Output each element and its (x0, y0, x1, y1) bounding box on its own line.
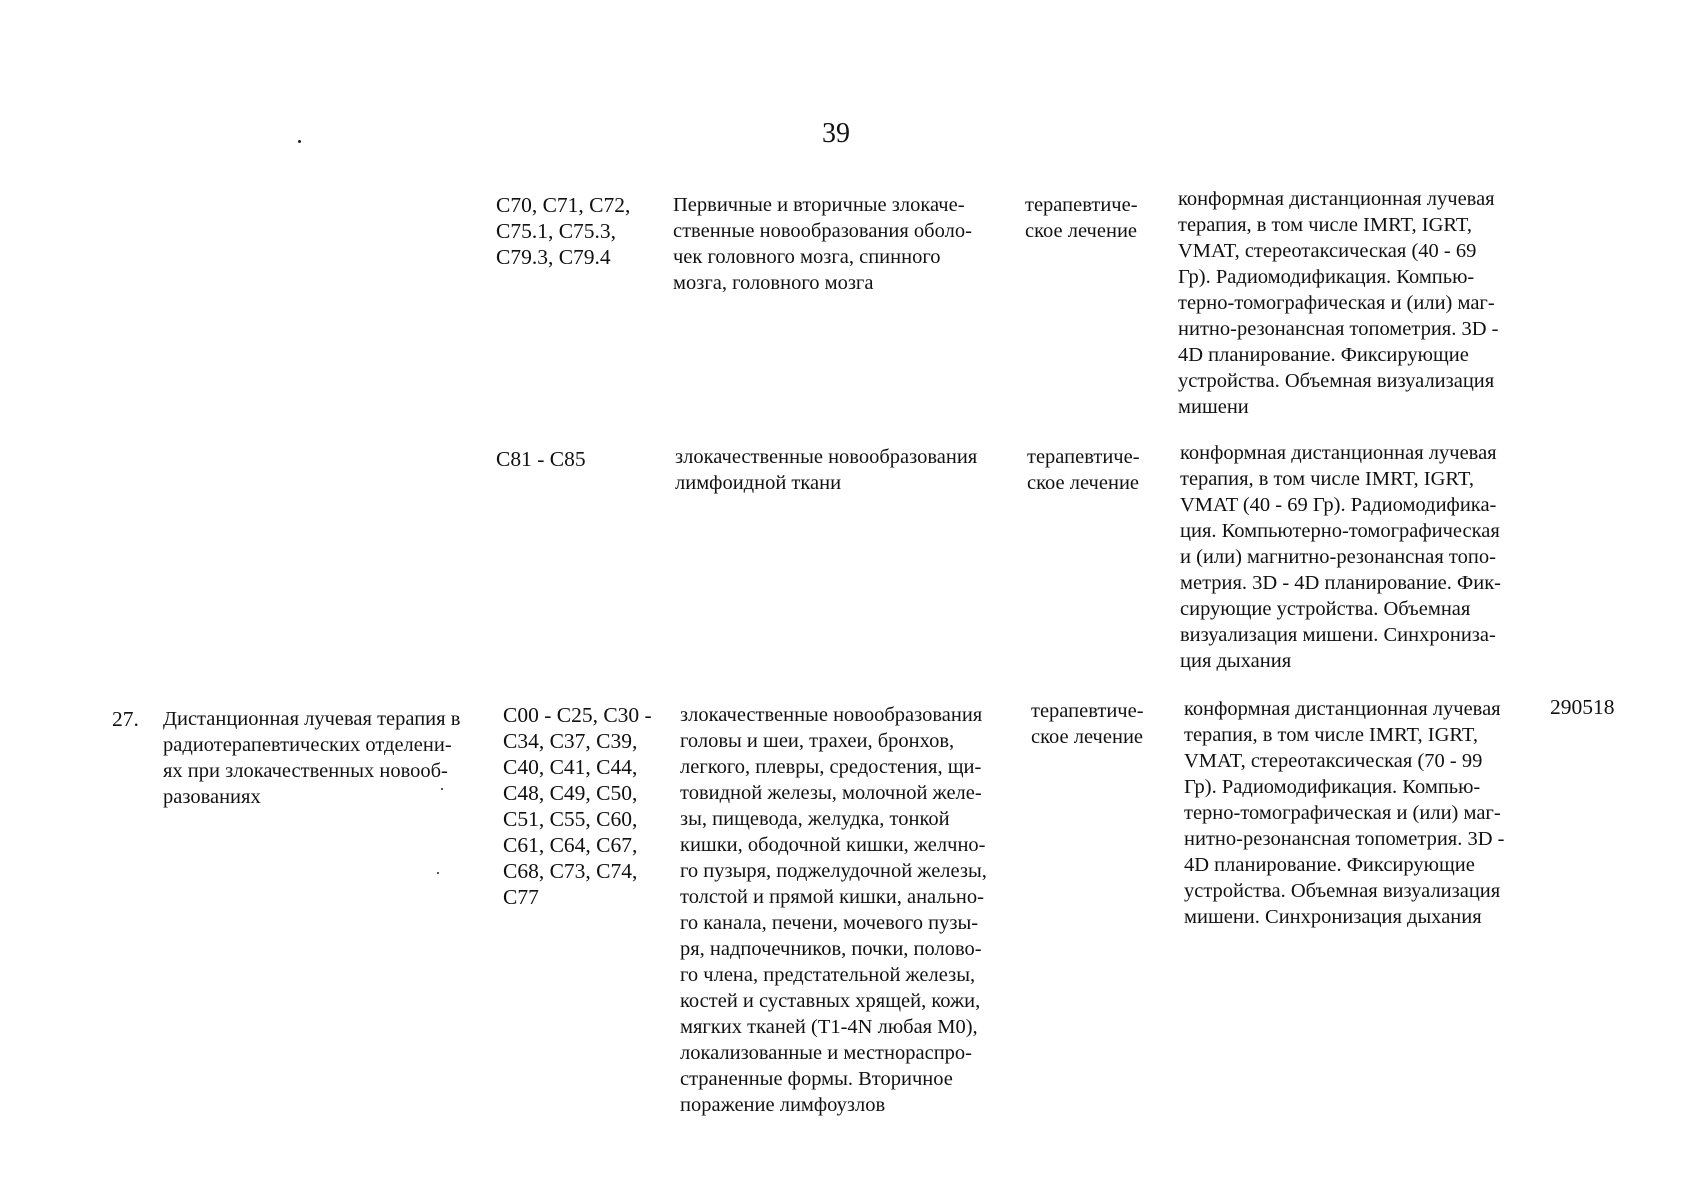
icd-codes: C81 - C85 (496, 447, 586, 471)
treatment-type: терапевтиче- ское лечение (1025, 194, 1138, 242)
diagnosis-text: злокачественные новообразования лимфоидной ткани (675, 446, 978, 494)
diagnosis-text: злокачественные новообразования головы и шеи, трахеи, бронхов, легкого, плевры, средостения, щи- товидной железы, молочной желе- зы, пищевода, желудка, тонкой кишки, ободочной кишки, желчно- го пузыря, поджелудочной железы, толстой и прямой кишки, анально- го канала, печени, мочевого пузы- ря, надпочечников, почки, полово- го члена, предстательной железы, костей и суставных хрящей, кожи, мягких тканей (T1-4N любая M0), локализованные и местнораспро- страненные формы. Вторичное поражение лимфоузлов (680, 704, 987, 1116)
row-number: 27. (112, 707, 139, 731)
icd-codes: C70, C71, C72, C75.1, C75.3, C79.3, C79.4 (496, 193, 631, 269)
treatment-method: конформная дистанционная лучевая терапия, в том числе IMRT, IGRT, VMAT, стереотаксическая (70 - 99 Гр). Радиомодификация. Компью- терно-томографическая и (или) маг- нитно-резонансная топометрия. 3D - 4D планирование. Фиксирующие устройства. Объемная визуализация мишени. Синхронизация дыхания (1184, 698, 1505, 928)
treatment-method: конформная дистанционная лучевая терапия, в том числе IMRT, IGRT, VMAT (40 - 69 Гр). Радиомодифика- ция. Компьютерно-томографическая и (или) магнитно-резонансная топо- метрия. 3D - 4D планирование. Фик- сирующие устройства. Объемная визуализация мишени. Синхрониза- ция дыхания (1180, 442, 1501, 672)
scan-speck (298, 140, 301, 143)
cost-value: 290518 (1550, 695, 1615, 719)
icd-codes: C00 - C25, C30 - C34, C37, C39, C40, C41, C44, C48, C49, C50, C51, C55, C60, C61, C64, C67, C68, C73, C74, C77 (503, 703, 652, 909)
scan-speck (437, 872, 439, 874)
treatment-type: терапевтиче- ское лечение (1027, 446, 1140, 494)
treatment-method: конформная дистанционная лучевая терапия, в том числе IMRT, IGRT, VMAT, стереотаксическая (40 - 69 Гр). Радиомодификация. Компью- терно-томографическая и (или) маг- нитно-резонансная топометрия. 3D - 4D планирование. Фиксирующие устройства. Объемная визуализация мишени (1178, 188, 1499, 418)
page-number: 39 (822, 118, 850, 149)
diagnosis-text: Первичные и вторичные злокаче- ственные новообразования оболо- чек головного мозга, спинного мозга, головного мозга (673, 194, 972, 294)
care-type-name: Дистанционная лучевая терапия в радиотерапевтических отделени- ях при злокачественных новооб- разованиях (163, 708, 461, 808)
treatment-type: терапевтиче- ское лечение (1031, 700, 1144, 748)
